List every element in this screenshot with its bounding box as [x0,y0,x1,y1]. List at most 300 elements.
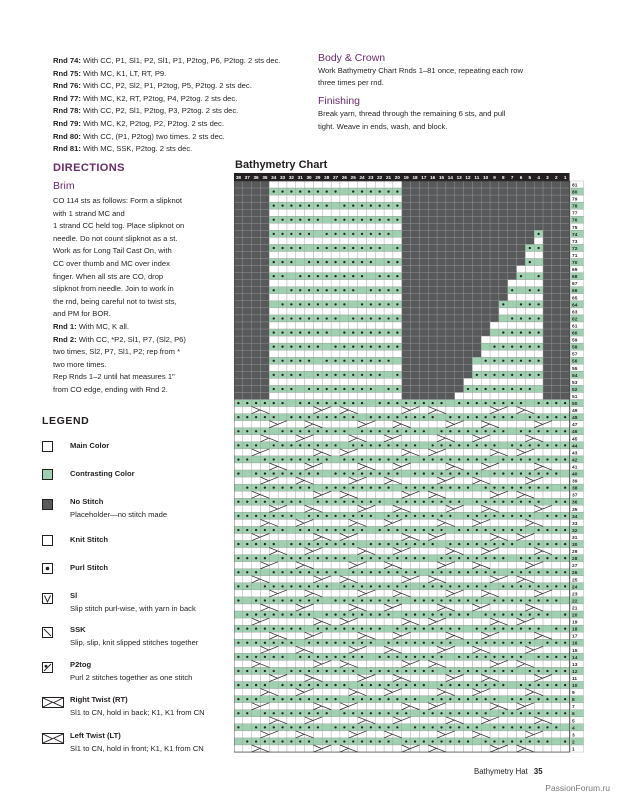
purl-mark [476,656,478,658]
purl-mark [317,458,319,460]
brim-line [53,233,228,246]
purl-mark [432,571,434,573]
purl-mark [555,684,557,686]
chart-cell [287,519,296,526]
purl-mark [440,684,442,686]
legend-description: Slip, slip, knit slipped stitches together [70,638,199,647]
chart-cell [472,364,481,371]
chart-cell [349,280,358,287]
chart-cell [358,209,367,216]
chart-cell [313,435,322,442]
purl-mark [290,346,292,348]
no-stitch-cell [552,273,561,280]
no-stitch-cell [561,237,570,244]
chart-cell [525,252,534,259]
no-stitch-cell [411,188,420,195]
footer-title: Bathymetry Hat [474,767,528,776]
purl-mark [273,233,275,235]
chart-cell [561,745,570,752]
chart-cell [313,252,322,259]
purl-mark [237,529,239,531]
chart-cell [534,364,543,371]
no-stitch-cell [260,266,269,273]
purl-mark [546,543,548,545]
purl-mark [476,684,478,686]
no-stitch-cell [552,216,561,223]
no-stitch-cell [411,322,420,329]
chart-cell [437,667,446,674]
chart-cell [411,710,420,717]
chart-cell [490,435,499,442]
chart-cell [340,378,349,385]
row-label: 14 [572,655,578,661]
chart-cell [384,675,393,682]
no-stitch-cell [234,329,243,336]
no-stitch-cell [437,322,446,329]
row-label: 67 [572,282,578,288]
chart-cell [384,371,393,378]
purl-mark [290,374,292,376]
chart-cell [384,393,393,400]
no-stitch-cell [402,223,411,230]
no-stitch-cell [543,280,552,287]
no-stitch-cell [402,209,411,216]
purl-mark [546,684,548,686]
purl-mark [334,430,336,432]
purl-mark [476,416,478,418]
no-stitch-cell [260,329,269,336]
purl-mark [564,585,566,587]
purl-mark [299,402,301,404]
purl-mark [308,289,310,291]
purl-mark [537,331,539,333]
chart-cell [278,491,287,498]
chart-cell [305,350,314,357]
chart-cell [419,435,428,442]
row-label: 25 [572,578,578,584]
column-label: 7 [510,175,514,180]
no-stitch-cell [419,230,428,237]
no-stitch-cell [490,195,499,202]
chart-cell [243,470,252,477]
purl-mark [387,712,389,714]
chart-cell [296,336,305,343]
purl-mark [520,487,522,489]
no-stitch-cell [490,223,499,230]
purl-mark [273,585,275,587]
no-stitch-cell [252,301,261,308]
chart-cell [517,414,526,421]
purl-mark [396,458,398,460]
purl-mark [334,487,336,489]
no-stitch-cell [464,188,473,195]
purl-mark [308,233,310,235]
chart-cell [455,646,464,653]
purl-mark [493,487,495,489]
chart-cell [490,378,499,385]
no-stitch-cell [446,244,455,251]
purl-mark [317,670,319,672]
no-stitch-cell [446,371,455,378]
purl-mark [370,571,372,573]
chart-cell [552,660,561,667]
purl-mark [361,487,363,489]
no-stitch-cell [243,308,252,315]
chart-cell [269,682,278,689]
chart-cell [366,632,375,639]
purl-mark [281,402,283,404]
purl-mark [467,599,469,601]
purl-mark [529,472,531,474]
no-stitch-cell [464,181,473,188]
purl-mark [529,289,531,291]
purl-mark [281,233,283,235]
no-stitch-cell [508,230,517,237]
chart-cell [517,548,526,555]
purl-mark [246,642,248,644]
legend-description: Sl1 to CN, hold in back; K1, K1 from CN [70,708,205,717]
chart-cell [340,519,349,526]
chart-cell [366,675,375,682]
chart-cell [358,266,367,273]
purl-mark [281,557,283,559]
chart-cell [543,731,552,738]
chart-cell [296,632,305,639]
purl-mark [326,247,328,249]
no-stitch-cell [517,209,526,216]
chart-cell [243,731,252,738]
chart-cell [260,505,269,512]
chart-cell [278,195,287,202]
no-stitch-cell [455,202,464,209]
row-label: 32 [572,528,578,534]
no-stitch-cell [234,357,243,364]
chart-cell [305,477,314,484]
no-stitch-cell [455,195,464,202]
purl-mark [502,458,504,460]
chart-cell [402,597,411,604]
chart-cell [322,491,331,498]
purl-mark [555,543,557,545]
purl-mark [308,472,310,474]
purl-mark [405,543,407,545]
chart-cell [358,407,367,414]
purl-mark [520,529,522,531]
chart-cell [313,181,322,188]
purl-mark [396,430,398,432]
chart-cell [296,378,305,385]
round-line [53,143,318,156]
chart-cell [552,519,561,526]
chart-cell [375,322,384,329]
round-label: Rnd 74: [53,56,81,65]
purl-mark [352,585,354,587]
chart-cell [358,308,367,315]
no-stitch-cell [490,252,499,259]
no-stitch-cell [517,237,526,244]
purl-mark [299,740,301,742]
no-stitch-cell [437,181,446,188]
chart-cell [349,350,358,357]
purl-mark [537,247,539,249]
purl-mark [493,430,495,432]
chart-cell [269,555,278,562]
chart-cell [358,519,367,526]
no-stitch-cell [234,244,243,251]
chart-cell [543,534,552,541]
purl-mark [246,684,248,686]
round-line [53,93,318,106]
no-stitch-cell [508,244,517,251]
chart-cell [490,632,499,639]
row-label: 63 [572,310,578,316]
purl-mark [370,585,372,587]
brim-text: two more times. [53,359,107,369]
chart-cell [525,618,534,625]
no-stitch-cell [419,378,428,385]
chart-cell [508,675,517,682]
chart-cell [269,477,278,484]
purl-mark [290,670,292,672]
chart-cell [366,378,375,385]
chart-cell [481,343,490,350]
knit-stitch-icon [42,535,53,546]
chart-cell [508,301,517,308]
chart-cell [517,364,526,371]
chart-cell [419,442,428,449]
purl-mark [361,458,363,460]
chart-cell [499,604,508,611]
chart-cell [331,745,340,752]
chart-cell [411,463,420,470]
no-stitch-cell [525,188,534,195]
purl-mark [379,360,381,362]
column-label: 25 [350,175,356,180]
purl-mark [502,670,504,672]
purl-mark [343,205,345,207]
chart-cell [340,181,349,188]
purl-mark [520,698,522,700]
chart-cell [402,477,411,484]
chart-cell [278,280,287,287]
purl-mark [555,515,557,517]
no-stitch-cell [543,273,552,280]
chart-cell [437,505,446,512]
purl-mark [237,430,239,432]
column-label: 15 [438,175,445,180]
no-stitch-cell [552,237,561,244]
no-stitch-cell [260,181,269,188]
chart-cell [313,505,322,512]
purl-mark [379,458,381,460]
no-stitch-cell [234,237,243,244]
chart-cell [322,604,331,611]
purl-mark [449,571,451,573]
chart-cell [358,731,367,738]
purl-mark [299,670,301,672]
purl-mark [537,346,539,348]
purl-mark [520,430,522,432]
chart-cell [234,703,243,710]
purl-mark [246,585,248,587]
chart-cell [411,562,420,569]
no-stitch-cell [419,357,428,364]
no-stitch-cell [402,259,411,266]
chart-cell [402,724,411,731]
purl-mark [396,670,398,672]
purl-mark [299,331,301,333]
chart-cell [260,703,269,710]
chart-cell [508,393,517,400]
ssk-icon [42,627,53,638]
row-label: 79 [572,197,578,203]
chart-cell [366,223,375,230]
purl-mark [458,430,460,432]
chart-cell [375,646,384,653]
purl-mark [352,698,354,700]
purl-mark [308,360,310,362]
no-stitch-cell [499,273,508,280]
purl-mark [379,346,381,348]
chart-cell [534,308,543,315]
purl-mark [290,444,292,446]
chart-cell [349,505,358,512]
chart-cell [508,576,517,583]
column-label: 2 [555,175,558,180]
chart-cell [243,491,252,498]
chart-cell [384,195,393,202]
chart-cell [287,393,296,400]
purl-mark [379,331,381,333]
no-stitch-cell [252,308,261,315]
chart-cell [278,209,287,216]
purl-mark [317,698,319,700]
chart-cell [252,632,261,639]
chart-cell [252,562,261,569]
no-stitch-cell [481,266,490,273]
purl-mark [546,698,548,700]
no-stitch-cell [243,357,252,364]
purl-mark [352,416,354,418]
no-stitch-cell [499,223,508,230]
purl-mark [264,416,266,418]
purl-mark [440,444,442,446]
no-stitch-cell [552,350,561,357]
page-footer [474,767,543,776]
chart-cell [349,378,358,385]
chart-cell [464,632,473,639]
purl-mark [529,501,531,503]
chart-cell [525,526,534,533]
chart-cell [340,364,349,371]
purl-mark [449,515,451,517]
chart-cell [296,393,305,400]
purl-mark [564,515,566,517]
row-label: 24 [572,585,578,591]
purl-mark [440,557,442,559]
chart-cell [499,449,508,456]
row-label: 4 [572,726,575,732]
no-stitch-cell [552,195,561,202]
purl-mark [290,233,292,235]
chart-cell [437,421,446,428]
purl-mark [290,740,292,742]
no-stitch-cell [517,188,526,195]
purl-mark [370,289,372,291]
no-stitch-cell [499,195,508,202]
no-stitch-cell [446,294,455,301]
purl-mark [529,670,531,672]
chart-cell [552,449,561,456]
purl-mark [343,275,345,277]
purl-mark [308,219,310,221]
no-stitch-cell [490,237,499,244]
purl-mark [317,628,319,630]
brim-text: Rep Rnds 1–2 until hat measures 1" [53,372,175,382]
purl-mark [432,458,434,460]
chart-cell [455,745,464,752]
no-stitch-cell [534,181,543,188]
chart-cell [375,407,384,414]
chart-cell [358,364,367,371]
no-stitch-cell [252,385,261,392]
chart-cell [243,576,252,583]
chart-cell [552,717,561,724]
chart-cell [490,322,499,329]
purl-mark [467,571,469,573]
chart-cell [455,463,464,470]
no-stitch-cell [437,350,446,357]
chart-cell [393,237,402,244]
row-label: 33 [572,521,578,527]
purl-mark [273,712,275,714]
chart-cell [305,244,314,251]
no-stitch-cell [517,230,526,237]
purl-mark [246,712,248,714]
purl-mark [281,515,283,517]
no-stitch-cell [481,273,490,280]
purl-mark [379,543,381,545]
chart-cell [366,364,375,371]
purl-mark [281,444,283,446]
column-label: 35 [262,175,268,180]
purl-mark [458,712,460,714]
purl-mark [343,430,345,432]
purl-mark [255,444,257,446]
purl-mark [423,628,425,630]
purl-mark [387,529,389,531]
chart-cell [260,745,269,752]
chart-cell [419,548,428,555]
chart-cell [437,548,446,555]
chart-cell [349,491,358,498]
column-label: 33 [280,175,286,180]
no-stitch-cell [234,343,243,350]
purl-mark [281,458,283,460]
chart-cell [464,435,473,442]
chart-cell [331,463,340,470]
no-stitch-cell [446,378,455,385]
purl-mark [387,698,389,700]
purl-mark [343,529,345,531]
purl-mark [246,529,248,531]
chart-cell [243,618,252,625]
brim-text: Work as for Long Tail Cast On, with [53,246,172,256]
no-stitch-cell [243,223,252,230]
purl-mark [246,402,248,404]
chart-cell [269,266,278,273]
no-stitch-cell [411,315,420,322]
